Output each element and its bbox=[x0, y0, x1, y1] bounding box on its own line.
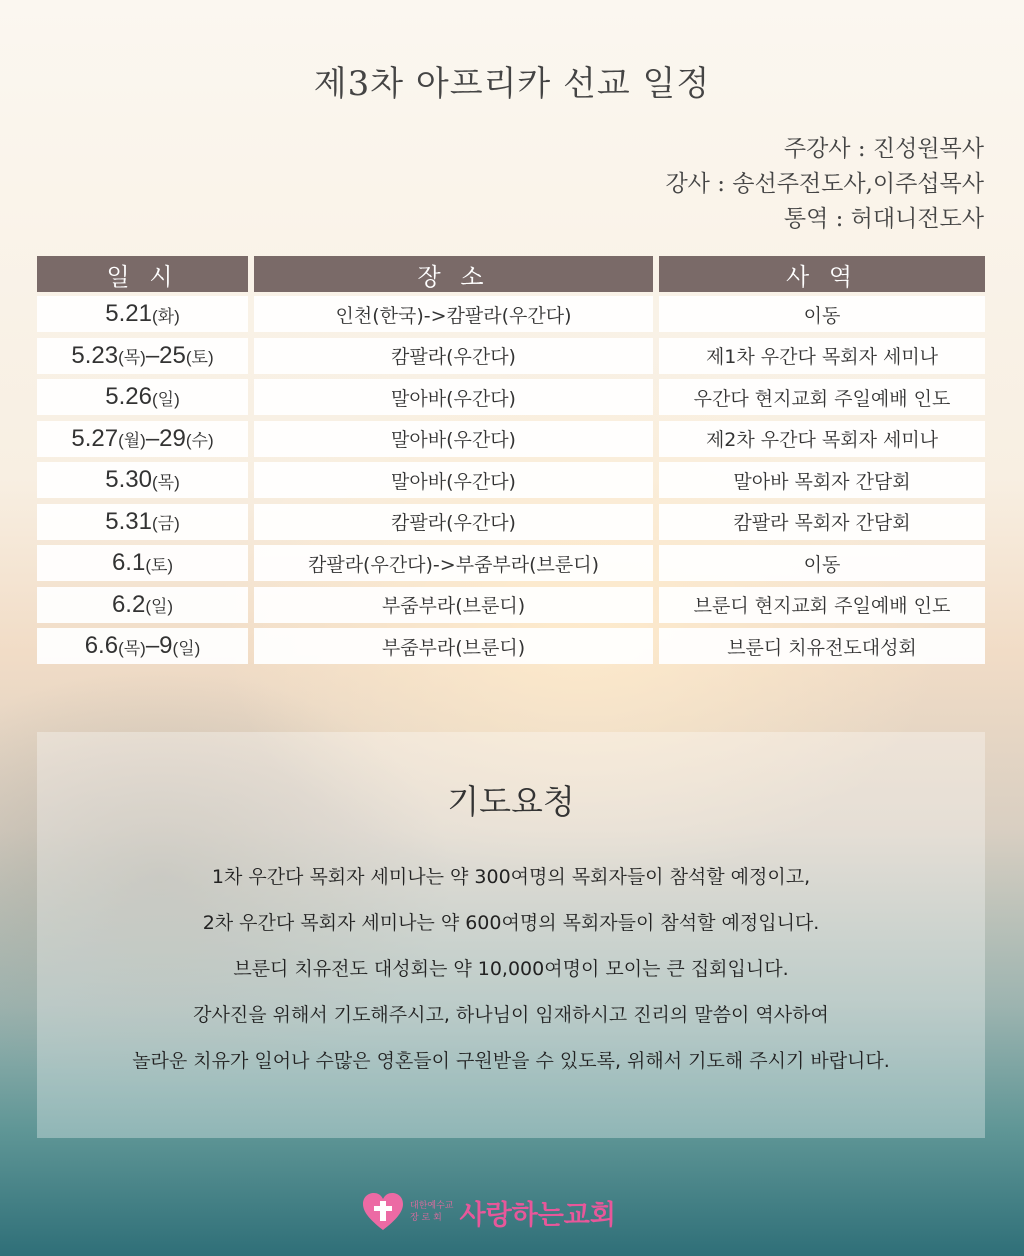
row-place: 말아바(우간다) bbox=[254, 462, 653, 498]
date-day: 5.30 bbox=[105, 466, 152, 493]
credits bbox=[665, 132, 984, 237]
date-weekday: (화) bbox=[151, 306, 180, 326]
row-date bbox=[37, 462, 248, 498]
row-date bbox=[37, 545, 248, 581]
logo-small-top: 대한예수교 bbox=[410, 1201, 454, 1211]
row-date bbox=[37, 504, 248, 540]
date-weekday: (일) bbox=[172, 638, 201, 658]
date-day: 5.31 bbox=[105, 507, 152, 535]
row-date bbox=[37, 587, 248, 623]
row-place: 캄팔라(우간다)->부줌부라(브룬디) bbox=[254, 545, 653, 581]
date-weekday: (수) bbox=[185, 431, 214, 450]
date-day: 5.23 bbox=[71, 341, 119, 369]
header-date: 일 시 bbox=[37, 256, 248, 292]
row-date bbox=[37, 296, 248, 332]
row-date bbox=[37, 338, 248, 374]
prayer-text bbox=[37, 854, 985, 1084]
row-ministry: 이동 bbox=[659, 545, 985, 581]
row-date bbox=[37, 421, 248, 457]
date-weekday: (금) bbox=[151, 514, 180, 533]
row-place: 말아바(우간다) bbox=[254, 421, 653, 457]
date-day: –25 bbox=[145, 341, 186, 369]
row-date bbox=[37, 628, 248, 664]
prayer-line: 놀라운 치유가 일어나 수많은 영혼들이 구원받을 수 있도록, 위해서 기도해 주시기 바랍니다. bbox=[132, 1050, 890, 1072]
row-place: 부줌부라(브룬디) bbox=[254, 628, 653, 664]
date-weekday: (일) bbox=[145, 597, 174, 616]
date-weekday: (토) bbox=[145, 555, 174, 575]
date-weekday: (목) bbox=[118, 638, 146, 658]
row-ministry: 브룬디 치유전도대성회 bbox=[659, 628, 985, 664]
date-day: 6.1 bbox=[111, 549, 146, 576]
row-place: 부줌부라(브룬디) bbox=[254, 587, 653, 623]
row-place: 인천(한국)->캄팔라(우간다) bbox=[254, 296, 653, 332]
row-ministry: 제1차 우간다 목회자 세미나 bbox=[659, 338, 985, 374]
row-place: 캄팔라(우간다) bbox=[254, 504, 653, 540]
row-ministry: 브룬디 현지교회 주일예배 인도 bbox=[659, 587, 985, 623]
date-weekday: (토) bbox=[185, 348, 214, 367]
heart-cross-icon bbox=[362, 1192, 404, 1232]
date-weekday: (일) bbox=[151, 389, 180, 409]
row-ministry: 캄팔라 목회자 간담회 bbox=[659, 504, 985, 540]
date-day: 6.6 bbox=[84, 632, 119, 659]
date-weekday: (목) bbox=[151, 472, 180, 492]
logo-denomination bbox=[410, 1200, 453, 1224]
prayer-line: 2차 우간다 목회자 세미나는 약 600여명의 목회자들이 참석할 예정입니다. bbox=[202, 912, 820, 934]
prayer-title: 기도요청 bbox=[447, 782, 575, 821]
date-day: 6.2 bbox=[111, 590, 146, 618]
row-ministry: 제2차 우간다 목회자 세미나 bbox=[659, 421, 985, 457]
row-ministry: 우간다 현지교회 주일예배 인도 bbox=[659, 379, 985, 415]
prayer-request-box bbox=[37, 732, 985, 1138]
prayer-line: 브룬디 치유전도 대성회는 약 10,000여명이 모이는 큰 집회입니다. bbox=[233, 958, 789, 980]
church-logo bbox=[362, 1190, 616, 1234]
credit-main-speaker: 주강사 : 진성원목사 bbox=[783, 136, 984, 162]
date-day: 5.27 bbox=[71, 424, 119, 452]
prayer-line: 강사진을 위해서 기도해주시고, 하나님이 임재하시고 진리의 말씀이 역사하여 bbox=[193, 1004, 829, 1026]
row-place: 말아바(우간다) bbox=[254, 379, 653, 415]
credit-interpreter: 통역 : 허대니전도사 bbox=[783, 206, 984, 232]
header-ministry: 사 역 bbox=[659, 256, 985, 292]
date-day: –29 bbox=[145, 424, 186, 452]
date-day: 5.26 bbox=[105, 383, 152, 410]
logo-church-name: 사랑하는교회 bbox=[459, 1199, 616, 1231]
prayer-line: 1차 우간다 목회자 세미나는 약 300여명의 목회자들이 참석할 예정이고, bbox=[211, 866, 811, 888]
date-day: –9 bbox=[145, 632, 173, 659]
row-ministry: 말아바 목회자 간담회 bbox=[659, 462, 985, 498]
date-weekday: (월) bbox=[118, 431, 146, 450]
date-weekday: (목) bbox=[118, 348, 146, 367]
credit-speakers: 강사 : 송선주전도사,이주섭목사 bbox=[665, 171, 984, 197]
page-title: 제3차 아프리카 선교 일정 bbox=[313, 64, 711, 104]
row-date bbox=[37, 379, 248, 415]
row-place: 캄팔라(우간다) bbox=[254, 338, 653, 374]
logo-small-bottom: 장 로 회 bbox=[410, 1213, 442, 1223]
row-ministry: 이동 bbox=[659, 296, 985, 332]
date-day: 5.21 bbox=[105, 300, 152, 327]
header-place: 장 소 bbox=[254, 256, 653, 292]
